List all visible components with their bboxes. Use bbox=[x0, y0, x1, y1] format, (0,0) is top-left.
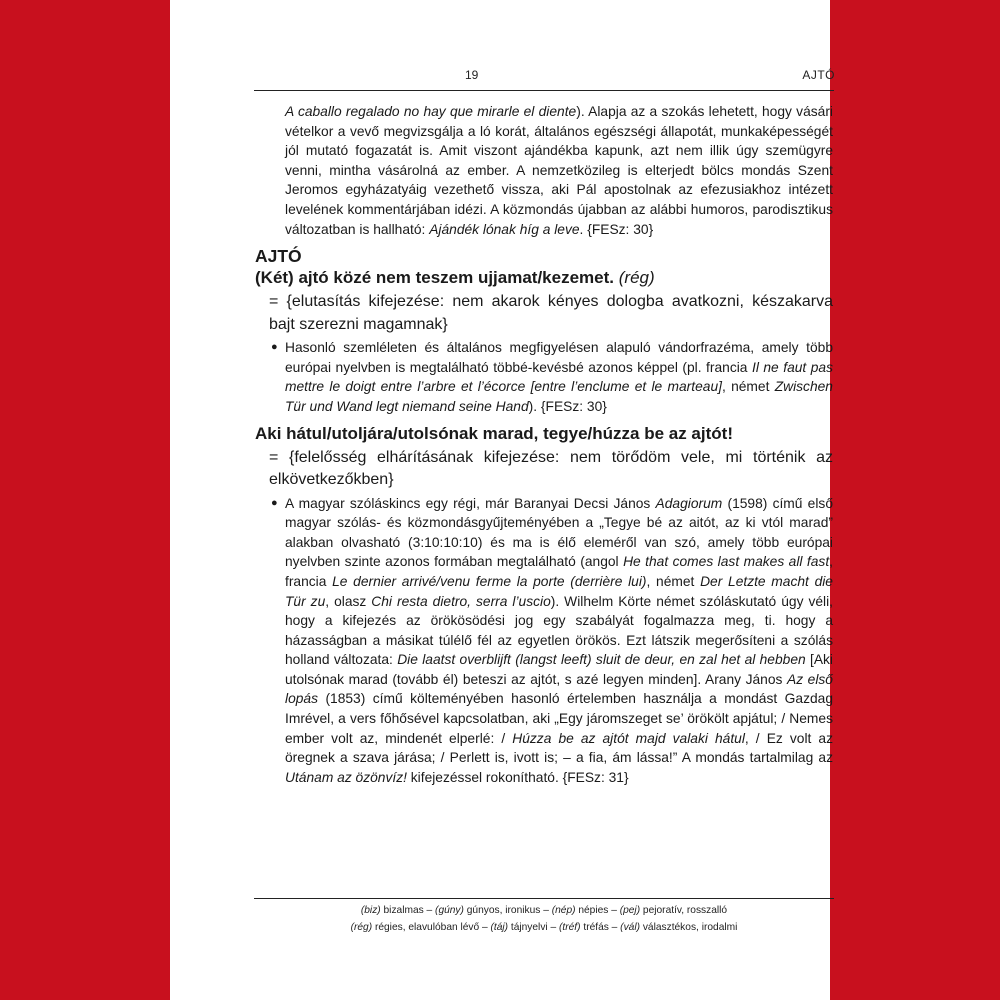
legend-abbr: (gúny) bbox=[435, 905, 464, 916]
note-part: , / Ez volt az öregnek a szava járása; / Perlett is, ivott is; – a fia, ám lássa!” A mondás tartalmilag az bbox=[285, 730, 834, 766]
note-german: Zwischen Tür und Wand legt niemand seine Hand bbox=[285, 379, 833, 414]
legend-abbr: (vál) bbox=[620, 922, 640, 933]
page-header bbox=[255, 68, 835, 86]
note-part: , német bbox=[646, 573, 701, 589]
legend-desc: választékos, irodalmi bbox=[639, 922, 738, 933]
legend-abbr: (rég) bbox=[350, 922, 373, 933]
register-label: (rég) bbox=[618, 268, 655, 288]
intro-paragraph bbox=[255, 102, 833, 239]
page-number: 19 bbox=[465, 68, 479, 82]
intro-parody: Ajándék lónak híg a leve bbox=[429, 221, 580, 237]
legend-desc: gúnyos, ironikus – bbox=[463, 905, 552, 916]
legend-line-1 bbox=[254, 902, 834, 919]
phrase-note bbox=[255, 338, 833, 416]
note-italic: Húzza be az ajtót majd valaki hátul bbox=[512, 730, 745, 746]
page-body bbox=[255, 102, 833, 787]
legend-abbr: (pej) bbox=[619, 905, 641, 916]
bullet-icon: ● bbox=[271, 496, 278, 509]
note-part: , német bbox=[721, 379, 775, 395]
note-part: A magyar szóláskincs egy régi, már Baranyai Decsi János bbox=[285, 495, 656, 511]
intro-text: ). Alapja az a szokás lehetett, hogy vásári vételkor a vevő megvizsgálja a ló korát, általános egészségi állapotát, munkaképességét jól mutató fogazatát is. Amit viszont ajándékba kapunk, azt nem illik úgy szemügyre venni, mintha vásárolná az ember. A nemzetközileg is elterjedt bölcs mondás Szent Jeromos egyházatyáig vezethető vissza, aki Pál apostolnak az efezusiakhoz intézett levelének kommentárjában idézi. A közmondás újabban az alábbi humoros, parodisztikus változatban is hallható: bbox=[285, 104, 833, 237]
legend-desc: népies – bbox=[575, 905, 620, 916]
legend-abbr: (tréf) bbox=[559, 922, 581, 933]
legend-desc: pejoratív, rosszalló bbox=[640, 905, 728, 916]
note-part: ). Wilhelm Körte német szóláskutató úgy véli, hogy a kifejezés az örökösödési jog egy szabályát fogalmazza meg, ti. hogy a házasságban a másikat túlélő fél az egyetlen örökös. Ezt látszik megerősíteni a szólás holland változata: bbox=[285, 593, 833, 668]
running-title: AJTÓ bbox=[802, 68, 835, 82]
legend-desc: bizalmas – bbox=[380, 905, 436, 916]
phrase-note bbox=[255, 494, 833, 788]
footer-rule bbox=[254, 898, 834, 899]
note-part: (1853) című költeményében hasonló értelemben használja a mondást Gazdag Imrével, a vers főhősével kapcsolatban, aki „Egy járomszeget se’ örökölt apjátul; / Nemes ember volt az, mindenét elperlé: / bbox=[285, 691, 833, 746]
note-text bbox=[285, 494, 833, 788]
note-part: , francia bbox=[285, 554, 833, 589]
intro-quote: A caballo regalado no hay que mirarle el diente bbox=[285, 104, 577, 119]
note-ref: kifejezéssel rokonítható. {FESz: 31} bbox=[406, 769, 629, 785]
note-text bbox=[285, 338, 833, 416]
intro-ref: . {FESz: 30} bbox=[579, 221, 654, 237]
note-italic: Chi resta dietro, serra l’uscio bbox=[371, 593, 551, 609]
legend-abbr: (nép) bbox=[551, 905, 576, 916]
note-part: , olasz bbox=[325, 593, 372, 609]
phrase-title: Aki hátul/utoljára/utolsónak marad, tegye/húzza be az ajtót! bbox=[255, 423, 733, 443]
legend-desc: tájnyelvi – bbox=[508, 922, 560, 933]
note-part: Hasonló szemléleten és általános megfigyelésen alapuló vándorfrazéma, amely több európai nyelvben is megtalálható többé-kevésbé azonos képpel (pl. francia bbox=[285, 340, 833, 375]
legend-abbr: (biz) bbox=[360, 905, 381, 916]
entry-heading: AJTÓ bbox=[255, 246, 302, 267]
legend-desc: tréfás – bbox=[580, 922, 621, 933]
note-italic: Der Letzte macht die Tür zu bbox=[285, 573, 833, 609]
phrase-title bbox=[255, 267, 833, 289]
note-italic: Utánam az özönvíz! bbox=[285, 769, 407, 785]
note-part: (1598) című első magyar szólás- és közmondásgyűjteményében a „Tegye bé az aitót, az ki vtól marad” alakban olvasható (3:10:10:10) és ma is élő eleméről van szó, amely több európai nyelvben szinte azonos formában megtalálható (angol bbox=[285, 495, 833, 570]
legend-abbr: (táj) bbox=[490, 922, 509, 933]
bullet-icon: ● bbox=[271, 341, 278, 354]
phrase-title-text: (Két) ajtó közé nem teszem ujjamat/kezemet. bbox=[255, 268, 615, 288]
note-italic: Adagiorum bbox=[655, 495, 723, 511]
note-italic: Die laatst overblijft (langst leeft) sluit de deur, en zal het al hebben bbox=[397, 652, 806, 668]
header-rule bbox=[254, 90, 834, 91]
phrase-meaning bbox=[255, 291, 833, 336]
meaning-text: = {felelősség elhárításának kifejezése: nem törődöm vele, mi történik az elkövetkezőkben} bbox=[269, 448, 833, 489]
phrase-meaning bbox=[255, 447, 833, 492]
legend-desc: régies, elavulóban lévő – bbox=[372, 922, 491, 933]
abbreviation-legend bbox=[254, 902, 834, 936]
note-italic: Le dernier arrivé/venu ferme la porte (derrière lui) bbox=[332, 573, 647, 589]
note-italic: He that comes last makes all fast bbox=[623, 554, 830, 570]
legend-line-2 bbox=[254, 919, 834, 936]
note-ref: ). {FESz: 30} bbox=[528, 398, 607, 414]
note-italic: Az első lopás bbox=[285, 671, 833, 707]
note-french: Il ne faut pas mettre le doigt entre l’arbre et l’écorce [entre l’enclume et le marteau] bbox=[285, 359, 833, 395]
note-part: [Aki utolsónak marad (tovább él) beteszi az ajtót, s azé legyen minden]. Arany János bbox=[285, 652, 833, 687]
meaning-text: = {elutasítás kifejezése: nem akarok kényes dologba avatkozni, készakarva bajt szerezni magamnak} bbox=[269, 293, 833, 333]
book-page bbox=[170, 0, 835, 1000]
